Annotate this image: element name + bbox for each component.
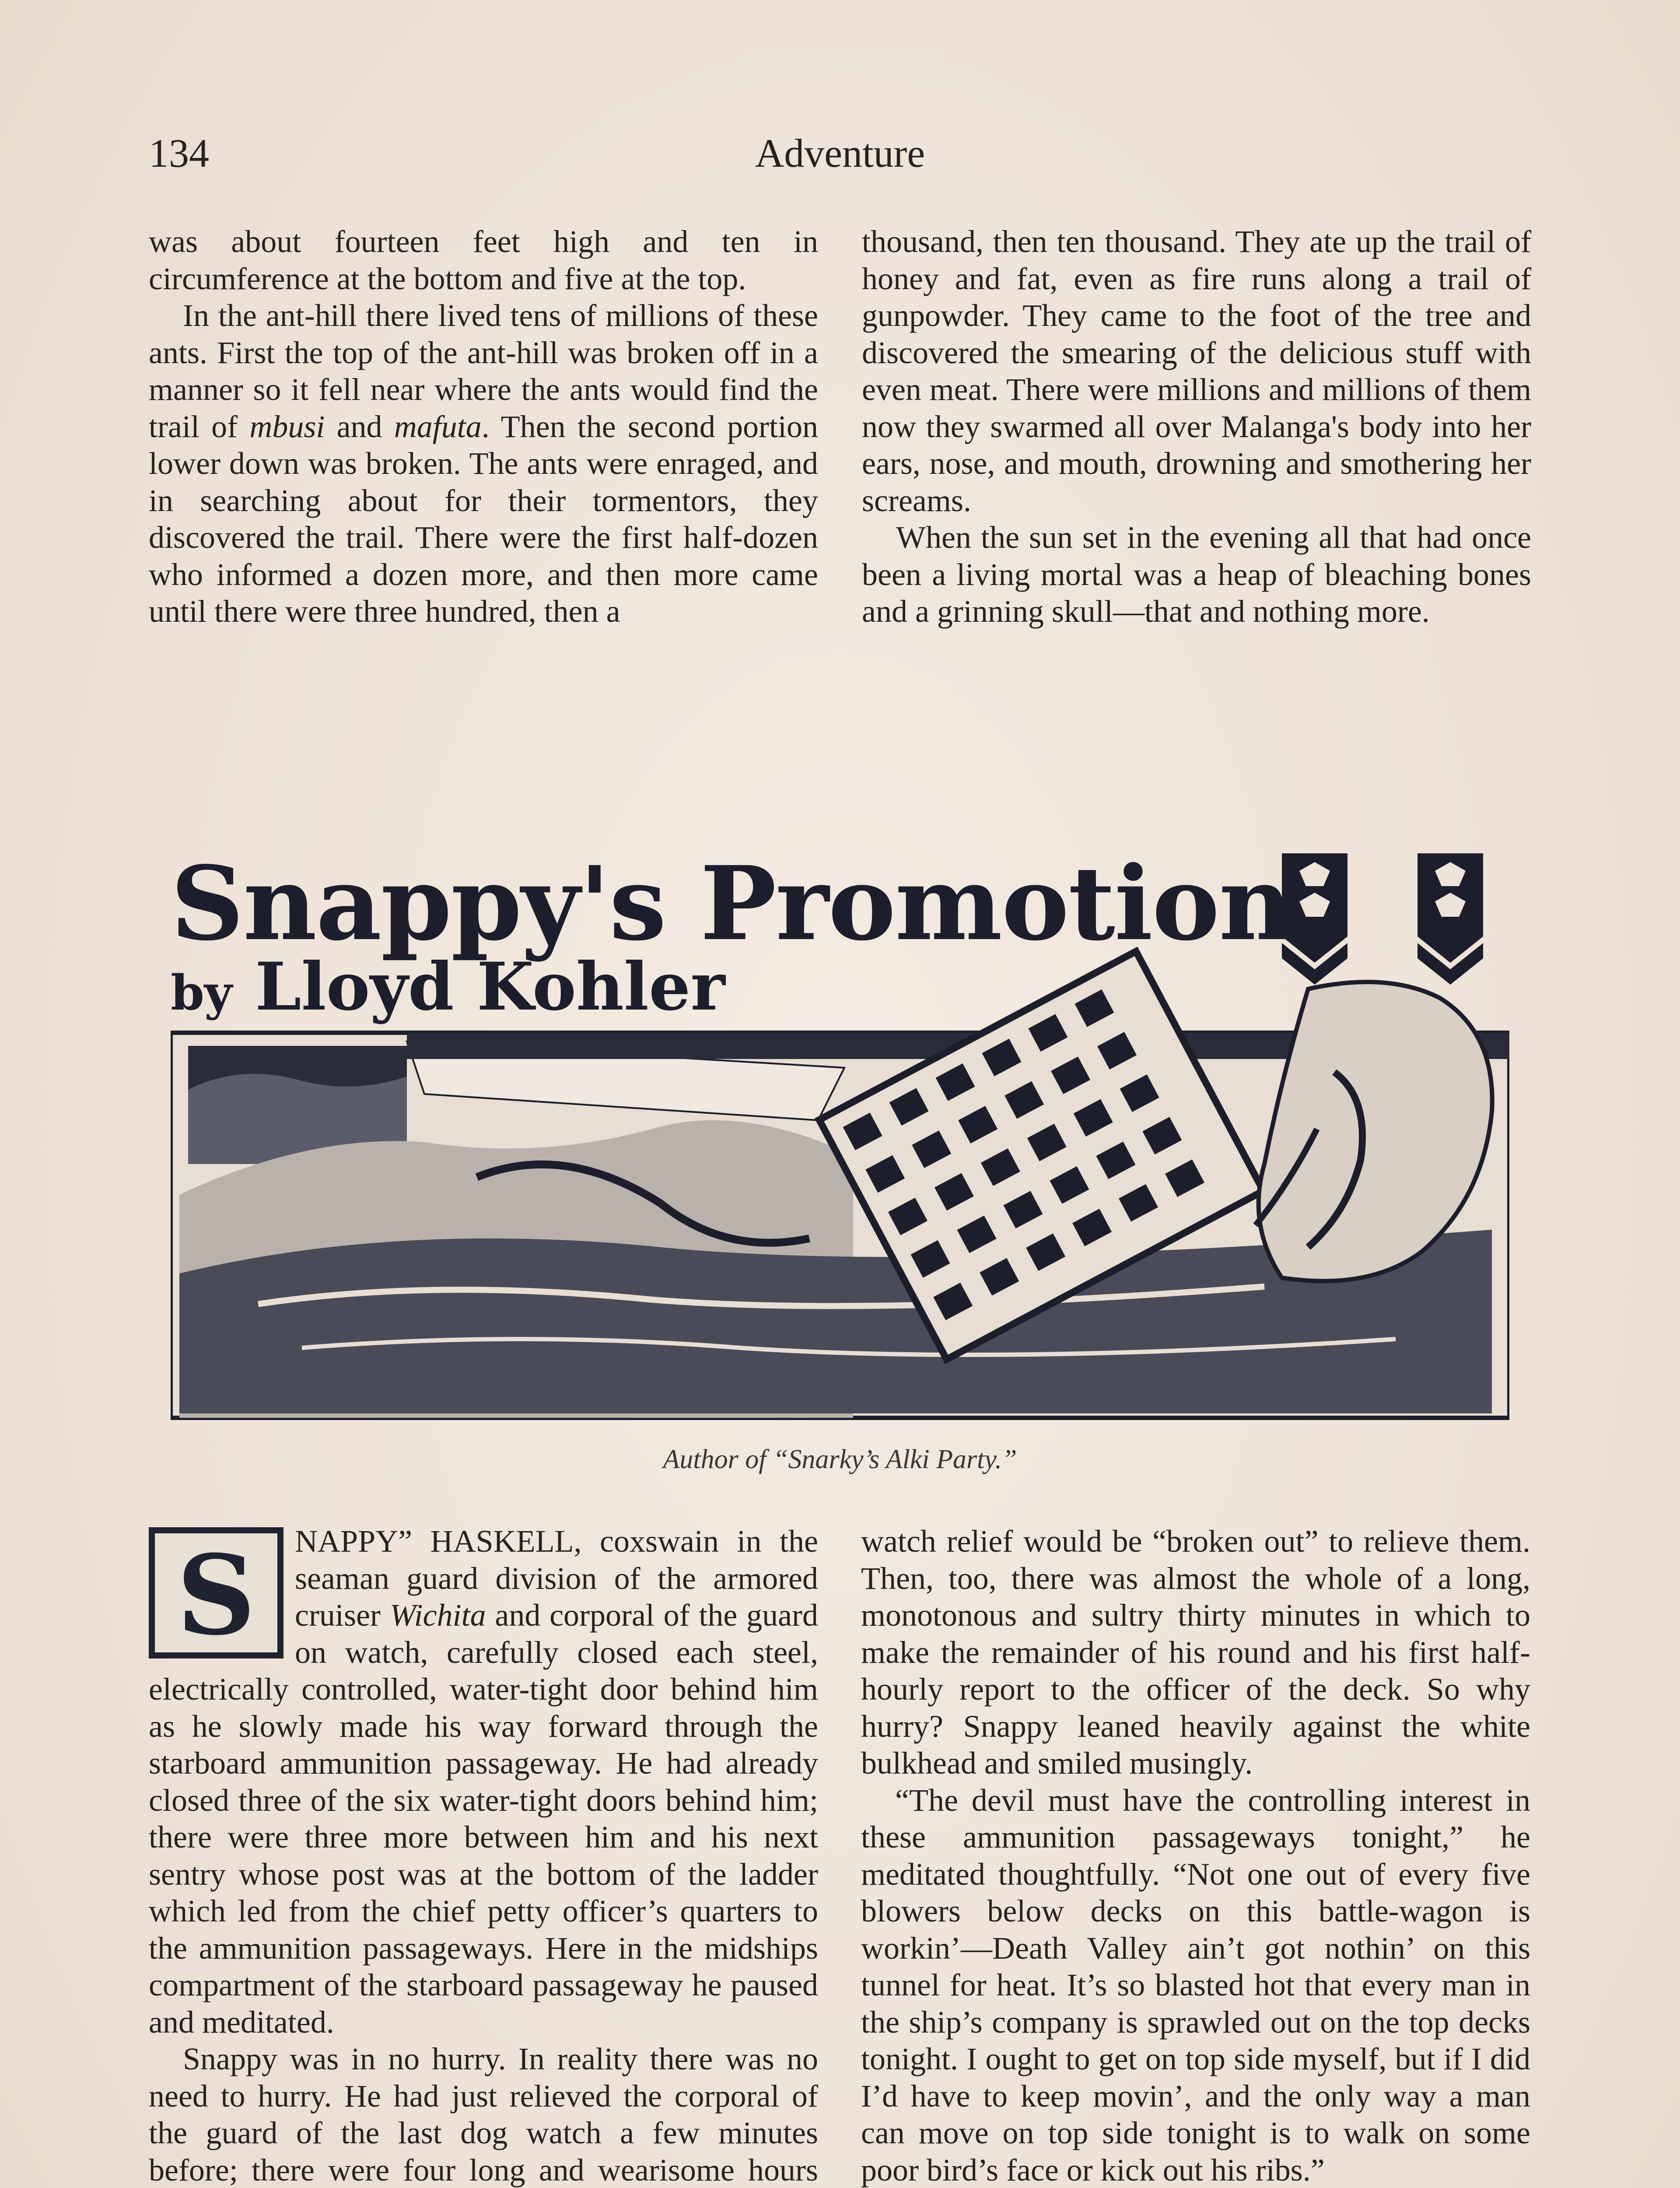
column-top-left <box>149 223 818 630</box>
column-bottom-right <box>861 1523 1530 2188</box>
drop-cap: S <box>149 1527 284 1659</box>
paragraph: NAPPY” HASKELL, coxswain in the seaman guard division of the armored cruiser Wichita and corporal of the guard on watch, carefully closed each steel, electrically controlled, water-tight door behind him as he slowly made his way forward through the starboard ammunition passageway. He had already closed three of the six water-tight doors behind him; there were three more between him and his next sentry whose post was at the bottom of the ladder which led from the chief petty officer’s quarters to the ammunition passageways. Here in the midships compartment of the starboard passageway he paused and meditated. <box>149 1524 819 2040</box>
italic-word: mbusi <box>249 409 325 444</box>
byline-prefix: by <box>171 964 232 1021</box>
column-top-right <box>862 223 1531 630</box>
italic-word: mafuta <box>394 409 482 444</box>
byline <box>171 950 725 1030</box>
ship-name: Wichita <box>389 1598 486 1633</box>
paragraph: was about fourteen feet high and ten in circumference at the bottom and five at the top. <box>149 224 818 296</box>
author-note: Author of “Snarky’s Alki Party.” <box>663 1445 1017 1474</box>
column-bottom-left <box>149 1523 818 2188</box>
journal-title: Adventure <box>755 131 925 175</box>
paragraph: “The devil must have the controlling interest in these ammunition passageways tonight,” he meditated thoughtfully. “Not one out of every five blowers below decks on this battle-wagon is workin’—Death Valley ain’t got nothin’ on this tunnel for heat. It’s so blasted hot that every man in the ship’s company is sprawled out on the top decks tonight. I ought to get on top side myself, but if I did I’d have to keep movin’, and the only way a man can move on top side tonight is to walk on some poor bird’s face or kick out his ribs.” <box>861 1782 1530 2188</box>
page-number: 134 <box>149 131 209 175</box>
paragraph: In the ant-hill there lived tens of millions of these ants. First the top of the ant-hill was broken off in a manner so it fell near where the ants would find the trail of mbusi and mafuta. Then the second portion lower down was broken. The ants were enraged, and in searching about for their tormentors, they discovered the trail. There were the first half-dozen who informed a dozen more, and then more came until there were three hundred, then a <box>149 298 819 629</box>
author-name: Lloyd Kohler <box>255 948 725 1025</box>
paragraph: Snappy was in no hurry. In reality there was no need to hurry. He had just relieved the corporal of the guard of the last dog watch a few minutes before; there were four long and wearisome hours <box>149 2041 818 2188</box>
running-head <box>149 127 1531 179</box>
paragraph: When the sun set in the evening all that had once been a living mortal was a heap of bleaching bones and a grinning skull—that and nothing more. <box>862 520 1531 629</box>
paragraph: watch relief would be “broken out” to relieve them. Then, too, there was almost the whole of a long, monotonous and sultry thirty minutes in which to make the remainder of his round and his first half-hourly report to the officer of the deck. So why hurry? Snappy leaned heavily against the white bulkhead and smiled musingly. <box>861 1524 1530 1781</box>
story-title: Snappy's Promotion <box>171 844 1292 963</box>
paragraph: thousand, then ten thousand. They ate up the trail of honey and fat, even as fire runs along a trail of gunpowder. They came to the foot of the tree and discovered the smearing of the delicious stuff with even meat. There were millions and millions of them now they swarmed all over Malanga's body into her ears, nose, and mouth, drowning and smothering her screams. <box>862 224 1531 518</box>
